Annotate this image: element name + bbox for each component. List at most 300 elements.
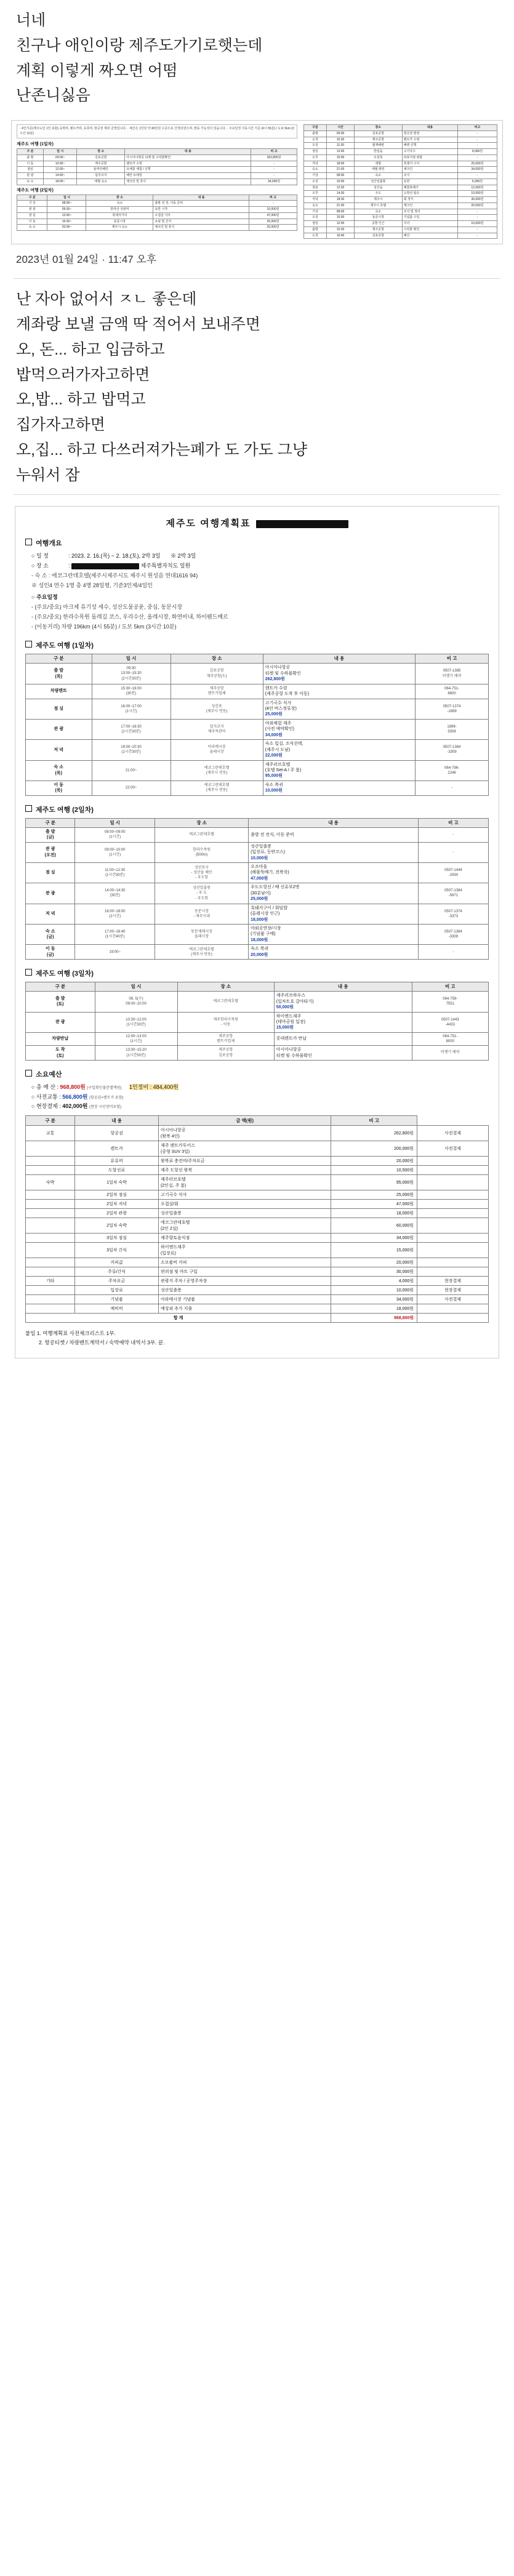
cell: 성산일출봉: [354, 179, 402, 185]
cell-cost: 20,000원: [251, 952, 268, 957]
budget-value: 968,800원: [60, 1083, 86, 1090]
cell: -: [457, 143, 497, 149]
budget-note: (항공권+렌트카 포함): [89, 1096, 124, 1100]
table-row: [303, 209, 497, 215]
table-row: [26, 883, 489, 904]
footnote: 2. 항공티켓 / 차량렌트계약서 / 숙박예약 내역서 3부. 끝.: [39, 1339, 165, 1346]
cell-cost: 262,800원: [265, 677, 285, 682]
cell: 티뮤지엄 관람: [402, 154, 457, 161]
attached-image-travel-plan-document[interactable]: [15, 506, 499, 1358]
table-row: [26, 780, 489, 795]
cell: -: [457, 173, 497, 179]
main-point: (주요/중요) 한라수목원 둘레길 코스, 우리수산, 올레시장, 화연비내, 하이웬드베르: [34, 613, 228, 620]
cell-payment-note: 사전결제: [417, 1126, 489, 1141]
cell-division: 출 발 (토): [26, 992, 95, 1012]
cell-cost: 50,000원: [276, 1005, 294, 1010]
table-row: [26, 699, 489, 719]
cell-time: 16:00~17:00 (1시간): [92, 699, 171, 719]
cell: 제주공항: [354, 137, 402, 143]
cell-content: 오조마을 (해물뚝배기, 전복죽) 47,000원: [249, 863, 419, 883]
cell: 14:30: [327, 191, 355, 197]
cell-group: [26, 1267, 75, 1277]
document-title: [25, 516, 489, 529]
cell-amount: 15,000원: [331, 1243, 417, 1258]
table-row: [303, 173, 497, 179]
cell: 도항선 탑승: [402, 191, 457, 197]
cell-place: 에코그란데호텔 (제주시 연동): [171, 760, 263, 780]
cell-detail: 제주러브호텔 (2인실, 주 룸): [158, 1175, 331, 1190]
cell: 항공권 발권: [402, 130, 457, 137]
cell-note: -: [416, 780, 489, 795]
cell: 애월 펜션: [354, 167, 402, 173]
cell-detail: 관광지 주차 / 공영주차장: [158, 1277, 331, 1286]
cell: 조식 및 정리: [402, 209, 457, 215]
cell: 오전: [303, 179, 326, 185]
budget-note: (현장 시인연비포함): [89, 1105, 122, 1110]
col-header: 장소: [354, 125, 402, 131]
cell-detail: 제주 랜트카투어스 (중형 SUV 3일): [158, 1141, 331, 1157]
message-line: 난존니싫음: [16, 87, 90, 105]
cell: 13:00: [327, 149, 355, 155]
cell: 제주시: [354, 197, 402, 203]
cell: -: [457, 130, 497, 137]
cell: 16:30~: [47, 219, 86, 225]
cell-group: [26, 1209, 75, 1218]
list-item: ○ 주요일정: [31, 594, 58, 601]
cell-group: [26, 1304, 75, 1314]
cell-amount: 200,000원: [331, 1141, 417, 1157]
cell-time: 15:30~16:00 (30분): [92, 684, 171, 699]
col-header: 구 분: [26, 818, 75, 827]
message-line: 친구나 애인이랑 제주도가기로햇는데: [16, 36, 263, 54]
cell-division: 관 광 (오전): [26, 842, 75, 862]
cell-group: [26, 1190, 75, 1200]
cell-division: 도 착 (토): [26, 1046, 95, 1061]
cell-content: 고기국수 식사 (4인 버스정류장) 25,000원: [263, 699, 415, 719]
cell-item: 2일차 저녁: [75, 1200, 159, 1209]
cell-note: 064-796- 2246: [416, 760, 489, 780]
cell-detail: 편의점 및 마트 구입: [158, 1267, 331, 1277]
cell: 애월: [354, 161, 402, 167]
table-row: [26, 760, 489, 780]
cell-content: 성산일출봉 (입장료, 등반코스) 10,000원: [249, 842, 419, 862]
cell: 숙소: [354, 173, 402, 179]
cell-item: 2일차 점심: [75, 1190, 159, 1200]
cell: -: [457, 209, 497, 215]
cell-division: 관 광: [26, 719, 92, 739]
cell: 저녁: [303, 197, 326, 203]
scan-table-full-itinerary: [303, 124, 497, 239]
cell: 조식: [402, 173, 457, 179]
col-header: 내 용: [75, 1116, 159, 1126]
cell-place: 에코그란데호텔: [177, 992, 274, 1012]
cell-content: 우도도항선 / 배 선유부2명 (30분남이) 25,000원: [249, 883, 419, 904]
col-header: 구 분: [17, 195, 47, 201]
cell: 09:00~: [43, 154, 77, 161]
cell: 협재해변: [354, 143, 402, 149]
budget-key: 현장결제 :: [36, 1103, 61, 1110]
col-header: 장 소: [155, 818, 249, 827]
list-item: ○ 장 소 : 제주특별자치도 일원: [31, 561, 489, 571]
cell: 12:00~: [43, 167, 77, 173]
table-row: [26, 827, 489, 842]
cell-division: 차량반납: [26, 1032, 95, 1045]
table-row: [26, 1286, 489, 1295]
cell: 동문시장: [86, 219, 153, 225]
cell-note: -: [418, 945, 488, 960]
cell-cost: 47,000원: [251, 876, 268, 881]
cell-amount: 47,000원: [331, 1200, 417, 1209]
cell: 제주시 숙소: [86, 225, 153, 231]
overview-list: [31, 552, 489, 590]
cell: 기념품 구입: [402, 215, 457, 221]
cell-payment-note: [417, 1267, 489, 1277]
cell-amount: 262,800원: [331, 1126, 417, 1141]
cell-cost: 10,000원: [251, 856, 268, 861]
col-header: 일 시: [95, 982, 177, 992]
cell-amount: 4,000원: [331, 1277, 417, 1286]
scan-table-day1: [17, 148, 297, 185]
cell: -: [457, 154, 497, 161]
col-header: 구 분: [17, 149, 44, 155]
main-point: (이동거리) 차량 196km (4시 55분) / 도보 5km (3시간 10분): [34, 623, 177, 630]
cell-division: 이 동 (금): [26, 945, 75, 960]
cell-place: 제주공항 렌트카업체: [177, 1032, 274, 1045]
cell-time: 10:30~12:00 (1시간30분): [95, 1012, 177, 1032]
cell-place: 동문시장 - 제주시내: [155, 904, 249, 924]
cell: 12:00: [327, 221, 355, 227]
document-footnotes: [25, 1329, 489, 1347]
cell-note: 0507-1374 -3373: [418, 904, 488, 924]
cell: 체크인 및 휴식: [125, 179, 251, 185]
cell-time: 09:00~10:00 (1시간): [75, 842, 155, 862]
cell-place: 성산포구 - 성산읍 해안 - 우도항: [155, 863, 249, 883]
cell-item: 유류비: [75, 1157, 159, 1166]
message-line: 누워서 잠: [16, 466, 80, 484]
cell: 숙소: [303, 167, 326, 173]
col-header: 내 용: [263, 654, 415, 664]
table-row: [26, 863, 489, 883]
cell: 12:30: [327, 185, 355, 191]
cell: 20,000원: [249, 225, 297, 231]
table-row: [303, 130, 497, 137]
cell-payment-note: [417, 1243, 489, 1258]
table-row-total: [26, 1314, 489, 1323]
cell: 기상: [303, 209, 326, 215]
table-row: [26, 945, 489, 960]
cell-detail: 하이엔드제주 (입장료): [158, 1243, 331, 1258]
cell: 점심: [303, 185, 326, 191]
cell: 점심: [303, 221, 326, 227]
table-row: [26, 1304, 489, 1314]
col-header: 구 분: [26, 654, 92, 664]
cell: 이 동: [17, 219, 47, 225]
cell: 해변 산책: [402, 143, 457, 149]
cell-division: 점 심: [26, 863, 75, 883]
table-row: [26, 1157, 489, 1166]
cell: 해산: [402, 233, 457, 239]
message-line: 계획 이렇게 짜오면 어떰: [16, 62, 178, 79]
col-header: 비 고: [412, 982, 488, 992]
cell-content: 숙소 복귀 10,000원: [263, 780, 415, 795]
cell-place: 제주한라수목원 - 이동: [177, 1012, 274, 1032]
table-row: [26, 1258, 489, 1267]
main-point: (주요/중요) 아크제 유기성 세수, 성산도물공윤, 중심, 동문시장: [34, 604, 183, 610]
cell: 등반 시작: [153, 207, 249, 213]
cell-group: [26, 1234, 75, 1243]
cell-note: 비행기 예약: [412, 1046, 488, 1061]
cell: 오겹살 식사: [153, 212, 249, 219]
cell: 오설록: [354, 154, 402, 161]
cell-place: 제주공항 렌트카업체: [171, 684, 263, 699]
overview-value: 제주특별자치도 일원: [140, 563, 191, 569]
cell-amount: 10,000원: [331, 1286, 417, 1295]
col-header: 장 소: [177, 982, 274, 992]
table-row: [303, 154, 497, 161]
cell-division: 숙 소 (목): [26, 760, 92, 780]
cell-place: 성산일출봉 - 우 도 - 우도항: [155, 883, 249, 904]
cell-detail: 소모품비 커피: [158, 1258, 331, 1267]
cell-detail: 아시아나항공 (왕복 4인): [158, 1126, 331, 1141]
col-header: 장 소: [77, 149, 125, 155]
table-row: [303, 185, 497, 191]
table-row: [303, 179, 497, 185]
footnote: 붙임 1. 여행계획표 사전체크리스트 1부.: [25, 1330, 116, 1337]
cell: 공항 인근: [354, 221, 402, 227]
cell-time: 09. 5(수) 09:00~10:00: [95, 992, 177, 1012]
scan-note: · 4인기준(제주도민 1인 포함) 숙박비, 렌트카비, 유류비, 항공권 제외 금액입니다. · 예산은 1인당 약 45만원 수준으로 산정되었으며, 변동 가능성이 있습니다. · 주요일정 이동시간 기준 (4시 55분) / 도보 5km (3시간 10분): [17, 124, 297, 138]
cell: 흑돼지거리: [86, 212, 153, 219]
cell: 관 광: [17, 173, 44, 179]
cell: 점심: [17, 167, 44, 173]
cell: 21:30: [327, 203, 355, 209]
attached-image-plan-tables-small[interactable]: [11, 120, 503, 244]
cell: 기상: [303, 173, 326, 179]
overview-key: 일 정: [36, 553, 49, 560]
cell: 14:00~: [43, 173, 77, 179]
table-row: [26, 1234, 489, 1243]
cell-item: 입장료: [75, 1286, 159, 1295]
budget-key: 사전교통 :: [36, 1093, 61, 1100]
cell: 10,500원: [457, 191, 497, 197]
cell: 30,000원: [457, 197, 497, 203]
table-row: [303, 233, 497, 239]
cell-payment-note: [417, 1166, 489, 1175]
cell-division: 저 녁: [26, 740, 92, 760]
post-timestamp: 2023년 01월 24일 · 11:47 오후: [16, 254, 157, 266]
cell: 15:30: [327, 227, 355, 233]
cell-item: 항공권: [75, 1126, 159, 1141]
cell: 08:00~: [47, 201, 86, 207]
cell: 점심: [303, 149, 326, 155]
cell-detail: 성산일출봉: [158, 1209, 331, 1218]
cell: 47,000원: [249, 212, 297, 219]
cell-amount: 34,000원: [331, 1295, 417, 1304]
redaction-bar: [71, 563, 139, 569]
cell-detail: 성산일출봉: [158, 1286, 331, 1295]
cell-division: 관 광: [26, 883, 75, 904]
message-line: 계좌랑 보낼 금액 딱 적어서 보내주면: [16, 316, 260, 333]
cell-amount: 34,000원: [331, 1234, 417, 1243]
cell: 렌트카 수령: [125, 161, 251, 167]
scan-table2-title: 제주도 여행 (2일차): [17, 188, 54, 193]
budget-value: 566,800원: [62, 1093, 88, 1100]
cell-time: 08:00~09:00 (1시간): [75, 827, 155, 842]
table-row: [26, 684, 489, 699]
cell: 애월 숙소: [77, 179, 125, 185]
table-row: [26, 992, 489, 1012]
cell: 관 광: [17, 207, 47, 213]
cell: 10,000원: [249, 207, 297, 213]
document-title-text: 제주도 여행계획표: [166, 518, 251, 529]
cell-place: 한라수목원 (500m): [155, 842, 249, 862]
cell: 제주공항: [77, 161, 125, 167]
budget-note: (구입확인불분별액원): [87, 1086, 122, 1090]
col-header: 일 시: [75, 818, 155, 827]
cell-division: 출 발 (목): [26, 664, 92, 684]
col-header: 비 고: [418, 818, 488, 827]
cell-content: 출발 전 전식, 이동 준비: [249, 827, 419, 842]
cell: 13:00~: [47, 212, 86, 219]
cell: 18:30: [327, 197, 355, 203]
col-header: 구 분: [26, 982, 95, 992]
cell-amount: 25,000원: [331, 1190, 417, 1200]
cell: 식사: [402, 221, 457, 227]
message-line: 너네: [16, 12, 46, 29]
cell-place: 성산포 (제주시 연동): [171, 699, 263, 719]
cell-payment-note: 현장결제: [417, 1277, 489, 1286]
cell-payment-note: [417, 1157, 489, 1166]
cell: 숙 소: [17, 225, 47, 231]
cell: 쇼핑 및 간식: [153, 219, 249, 225]
cell-item: 주차요금: [75, 1277, 159, 1286]
cell-place: 섭지코지 제주목관아: [171, 719, 263, 739]
table-row: [17, 161, 297, 167]
cell-division: 숙 소 (금): [26, 924, 75, 944]
table-row: [26, 1126, 489, 1141]
cell-cost: 18,000원: [251, 917, 268, 922]
cell-cost: 95,000원: [265, 774, 283, 779]
cell: 한림읍: [354, 149, 402, 155]
cell-division: 저 녁: [26, 904, 75, 924]
cell-note: 064-751- 8000: [412, 1032, 488, 1045]
table-row: [26, 1175, 489, 1190]
col-header: 시간: [327, 125, 355, 131]
cell: 기 상: [17, 201, 47, 207]
cell-group: 기타: [26, 1277, 75, 1286]
cell-note: 064-751- 8600: [416, 684, 489, 699]
col-header: 내 용: [274, 982, 412, 992]
list-item: ○ 총 예 산 : 968,800원 (구입확인불분별액원) 1인정비 : 484,400원: [31, 1083, 179, 1090]
cell-payment-note: [417, 1175, 489, 1190]
cell: 렌트카 수령: [402, 137, 457, 143]
cell-group: [26, 1166, 75, 1175]
table-row: [17, 207, 297, 213]
section-day3-heading: [25, 968, 489, 978]
cell: 10:30: [327, 137, 355, 143]
cell-time: 19:00~20:30 (1시간30분): [92, 740, 171, 760]
list-item: [31, 571, 489, 581]
message-line: 오,집... 하고 다쓰러져가는폐가 도 가도 그냥: [16, 441, 308, 459]
table-row: [26, 740, 489, 760]
cell: 김포공항: [354, 130, 402, 137]
cell-content: 숙소 복귀 20,000원: [249, 945, 419, 960]
cell: 262,800원: [251, 154, 297, 161]
cell: 21:00: [327, 167, 355, 173]
cell-group: [26, 1258, 75, 1267]
cell-group: [26, 1218, 75, 1234]
cell-detail: 에코그란데호텔 (2인 2실): [158, 1218, 331, 1234]
col-header: 장 소: [86, 195, 153, 201]
cell-time: 09:30 13:00~15:30 (2시간30분): [92, 664, 171, 684]
cell: 08:00: [327, 173, 355, 179]
col-header: 비 고: [331, 1116, 417, 1126]
checkbox-icon: [25, 969, 32, 976]
cell-time: 19:00~: [75, 945, 155, 960]
table-row: [26, 1141, 489, 1157]
cell-note: 0507-1385 비행기 예약: [416, 664, 489, 684]
list-item: ○ 일 정 : 2023. 2. 16.(목) ~ 2. 18.(토), 2박 3일 ※ 2박 3일: [31, 552, 489, 561]
cell: 오전: [303, 143, 326, 149]
col-header: 금 액(원): [158, 1116, 331, 1126]
cell-payment-note: [417, 1218, 489, 1234]
cell-cost: 25,000원: [251, 897, 268, 902]
cell-detail: 제주 도항선 왕복: [158, 1166, 331, 1175]
overview-note: ※ 2박 3일: [171, 553, 196, 560]
cell-amount: 18,000원: [331, 1209, 417, 1218]
col-header: 장 소: [171, 654, 263, 664]
table-row: [303, 203, 497, 209]
cell: 숙소: [303, 203, 326, 209]
cell-note: 0507-1384 -5671: [418, 883, 488, 904]
col-header: 내 용: [153, 195, 249, 201]
checkbox-icon: [25, 1070, 32, 1077]
overview-key: 장 소: [36, 563, 49, 569]
cell-place: 김포공항 제주공항(도): [171, 664, 263, 684]
cell: 도착: [303, 233, 326, 239]
cell: -: [249, 201, 297, 207]
cell: 20,000원: [457, 203, 497, 209]
cell: 숙 소: [17, 179, 44, 185]
overview-value: - 숙 소 : 에코그란데호텔(제주시제주시도 제주시 원성음 연대1616 94): [31, 572, 198, 579]
cell-payment-note: 현장결제: [417, 1286, 489, 1295]
cell: -: [251, 167, 297, 173]
cell-division: 차량렌트: [26, 684, 92, 699]
cell-item: 도항선료: [75, 1166, 159, 1175]
table-row: [26, 1218, 489, 1234]
cell: 출발 전 전, 이동 준비: [153, 201, 249, 207]
cell-item: 예비비: [75, 1304, 159, 1314]
cell-cost: 10,000원: [265, 788, 283, 793]
cell-division: 관 광: [26, 1012, 95, 1032]
cell-content: 야외체험 제주 (사전 예약확인) 34,000원: [263, 719, 415, 739]
table-row: [17, 173, 297, 179]
cell: 출발: [303, 227, 326, 233]
message-line: 집가자고하면: [16, 416, 105, 433]
cell: 섭지코지: [77, 173, 125, 179]
cell: 유채꽃 체험 / 산책: [125, 167, 251, 173]
table-row: [26, 904, 489, 924]
cell: 등반: [402, 179, 457, 185]
cell-amount: 10,500원: [331, 1166, 417, 1175]
cell-place: 동문재래시장 올레시장: [155, 924, 249, 944]
cell: 제주공항: [354, 227, 402, 233]
scan-left-column: [17, 124, 297, 239]
cell-division: 이 동 (목): [26, 780, 92, 795]
cell-content: 흑돼지구이 / 회덮밥 (올레시장 인근) 18,000원: [249, 904, 419, 924]
cell-payment-note: 사전결제: [417, 1295, 489, 1304]
cell-time: 21:00~: [92, 760, 171, 780]
